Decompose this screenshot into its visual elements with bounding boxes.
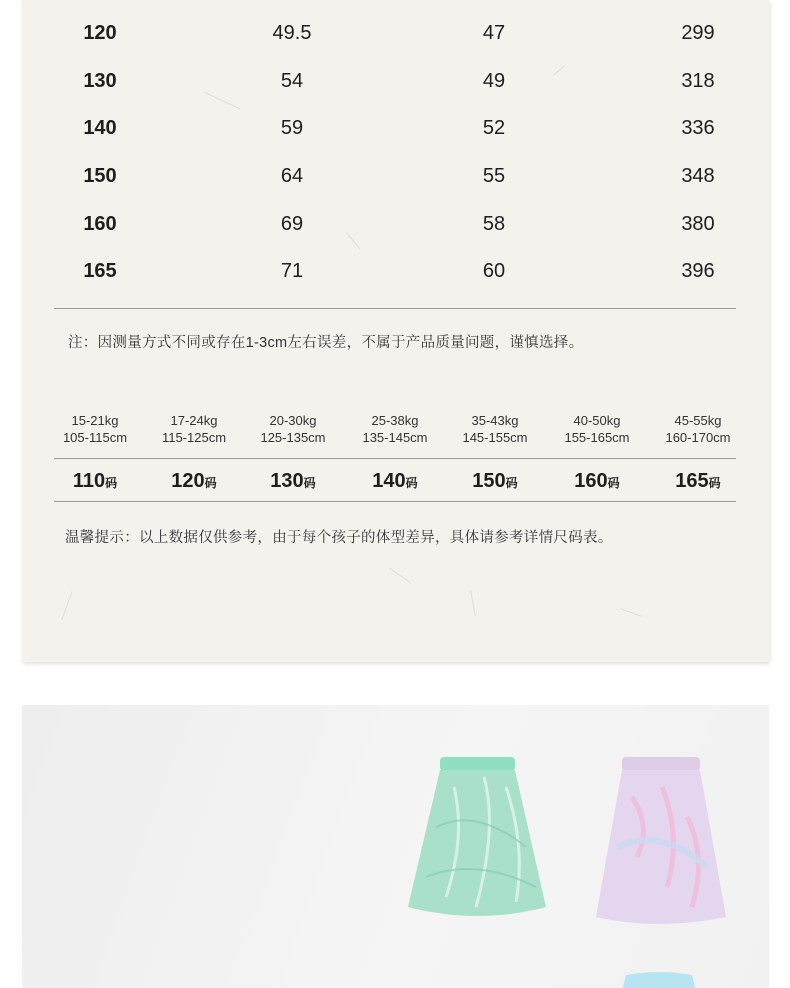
weight-range: 17-24kg [170,413,218,428]
size-label [547,470,647,493]
measurement-cell: 69 [280,212,304,235]
size-number: 130 [270,470,304,492]
measurement-cell: 49.5 [272,22,312,44]
size-label [445,470,545,493]
height-range: 135-145cm [362,430,428,445]
size-chart-card [22,0,769,662]
measurement-cell: 318 [681,69,715,92]
green-tulle-skirt-image[interactable] [406,757,551,924]
measurement-cell: 396 [681,260,715,283]
size-number: 120 [171,470,205,492]
weight-range: 25-38kg [371,413,419,428]
size-label [144,470,244,493]
paper-fiber [620,608,641,616]
size-unit: 码 [708,476,721,490]
measurement-cell: 55 [482,165,506,188]
size-guide-range [243,412,343,446]
size-guide-range [445,412,545,446]
lavender-tulle-skirt-image[interactable] [592,757,727,932]
size-label [345,470,445,493]
size-label [243,470,343,493]
size-cell: 130 [83,69,117,92]
weight-range: 40-50kg [573,413,621,428]
size-guide-range [648,412,748,446]
height-range: 155-165cm [564,430,630,445]
tip-note: 温馨提示：以上数据仅供参考，由于每个孩子的体型差异，具体请参考详情尺码表。 [65,530,613,546]
size-cell: 120 [83,22,117,44]
size-guide-bottom-rule [54,501,736,502]
size-unit: 码 [204,476,217,490]
size-measurement-table [22,10,769,296]
size-unit: 码 [105,476,118,490]
height-range: 145-155cm [462,430,528,445]
size-number: 165 [675,470,709,492]
paper-fiber [61,591,72,620]
measurement-cell: 64 [280,165,304,188]
size-unit: 码 [303,476,316,490]
measurement-cell: 59 [280,117,304,140]
height-range: 115-125cm [161,430,227,445]
measurement-cell: 58 [482,212,506,235]
paper-fiber [470,591,475,617]
size-guide-top-rule [54,458,736,459]
blue-tulle-skirt-image[interactable] [614,971,704,988]
size-guide-range [547,412,647,446]
measurement-cell: 71 [280,260,304,283]
weight-range: 15-21kg [71,413,119,428]
measurement-note: 注：因测量方式不同或存在1-3cm左右误差，不属于产品质量问题，谨慎选择。 [68,335,584,351]
table-divider [54,308,736,309]
measurement-cell: 54 [280,69,304,92]
height-range: 105-115cm [62,430,128,445]
weight-range: 20-30kg [269,413,317,428]
size-guide-range [45,412,145,446]
table-row [22,201,769,249]
table-row [22,105,769,153]
size-cell: 160 [83,212,117,235]
table-row [22,10,769,58]
size-number: 110 [72,470,106,492]
height-range: 125-135cm [260,430,326,445]
size-number: 150 [472,470,506,492]
size-unit: 码 [607,476,620,490]
size-unit: 码 [405,476,418,490]
measurement-cell: 49 [482,69,506,92]
weight-range: 45-55kg [674,413,722,428]
product-showcase [22,705,769,988]
measurement-cell: 52 [482,117,506,140]
measurement-cell: 47 [482,22,506,44]
size-label [45,470,145,493]
measurement-cell: 336 [681,117,715,140]
size-cell: 165 [83,260,117,283]
measurement-cell: 348 [681,165,715,188]
table-row [22,248,769,296]
size-label [648,470,748,493]
size-unit: 码 [505,476,518,490]
size-guide-range [144,412,244,446]
size-guide-range [345,412,445,446]
table-row [22,58,769,106]
table-row [22,153,769,201]
height-range: 160-170cm [665,430,731,445]
measurement-cell: 299 [681,22,715,44]
size-cell: 150 [83,165,117,188]
size-number: 160 [574,470,608,492]
size-number: 140 [372,470,406,492]
measurement-cell: 60 [482,260,506,283]
paper-fiber [389,568,411,584]
measurement-cell: 380 [681,212,715,235]
weight-range: 35-43kg [471,413,519,428]
size-cell: 140 [83,117,117,140]
